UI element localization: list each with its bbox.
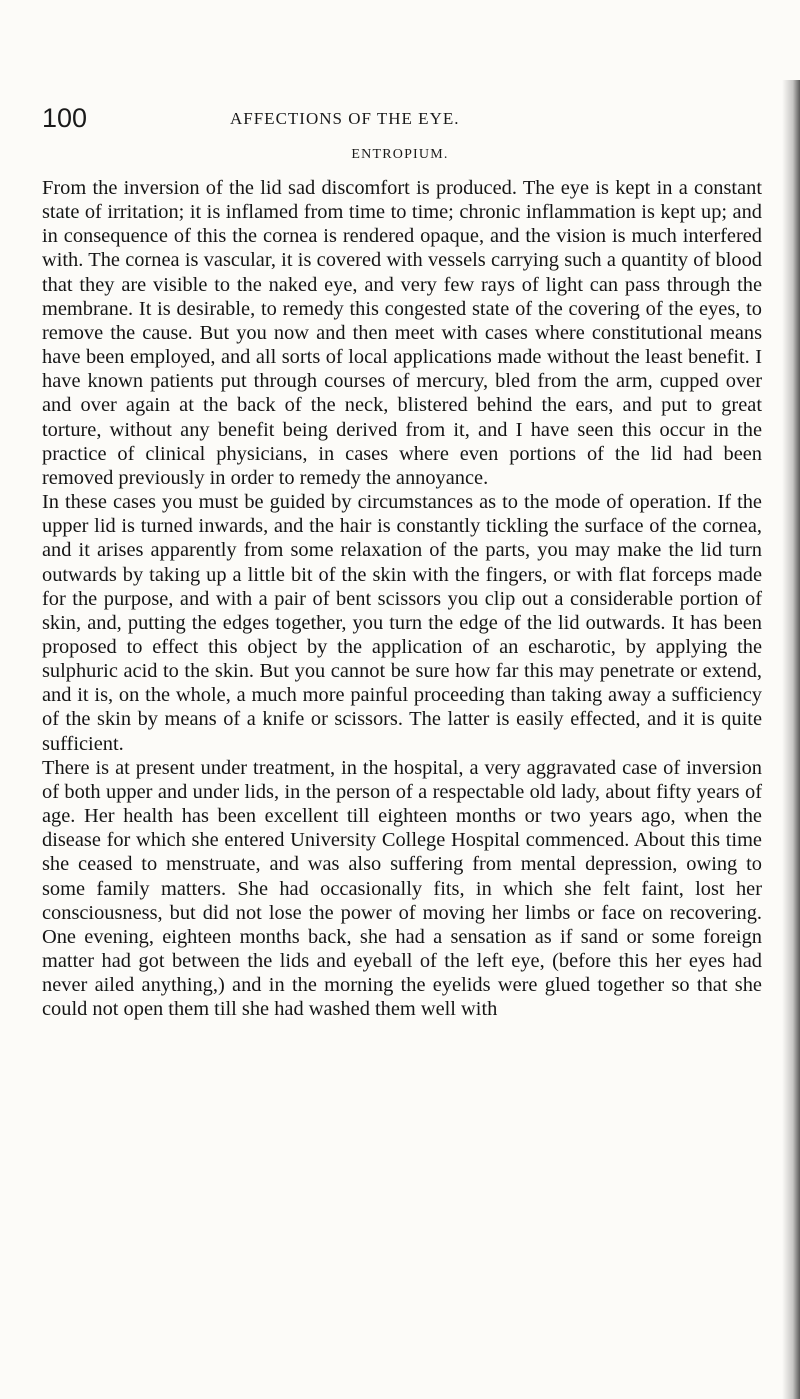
running-head bbox=[42, 103, 762, 135]
body-text bbox=[42, 176, 762, 1021]
running-title: AFFECTIONS OF THE EYE. bbox=[230, 109, 460, 128]
page-number: 100 bbox=[42, 103, 88, 133]
paragraph: In these cases you must be guided by circumstances as to the mode of operation. If the upper lid is turned inwards, and the hair is constantly tickling the surface of the cornea, and it arises apparently from some relaxation of the parts, you may make the lid turn outwards by taking up a little bit of the skin with the fingers, or with flat forceps made for the purpose, and with a pair of bent scissors you clip out a considerable portion of skin, and, putting the edges together, you turn the edge of the lid outwards. It has been proposed to effect this object by the application of an escharotic, by applying the sulphuric acid to the skin. But you cannot be sure how far this may penetrate or extend, and it is, on the whole, a much more painful proceeding than taking away a sufficiency of the skin by means of a knife or scissors. The latter is easily effected, and it is quite sufficient. bbox=[42, 491, 762, 755]
section-heading: ENTROPIUM. bbox=[351, 147, 449, 162]
page-edge-shadow bbox=[782, 80, 800, 1399]
paragraph: There is at present under treatment, in the hospital, a very aggravated case of inversion of both upper and under lids, in the person of a respectable old lady, about fifty years of age. Her health has been excellent till eighteen months or two years ago, when the disease for which she entered University College Hospital commenced. About this time she ceased to menstruate, and was also suffering from mental depression, owing to some family matters. She had occasionally fits, in which she felt faint, lost her consciousness, but did not lose the power of moving her limbs or face on recovering. One evening, eighteen months back, she had a sensation as if sand or some foreign matter had got between the lids and eyeball of the left eye, (before this her eyes had never ailed anything,) and in the morning the eyelids were glued together so that she could not open them till she had washed them well with bbox=[42, 756, 762, 1021]
paragraph: From the inversion of the lid sad discomfort is produced. The eye is kept in a constant state of irritation; it is inflamed from time to time; chronic inflammation is kept up; and in consequence of this the cornea is rendered opaque, and the vision is much interfered with. The cornea is vascular, it is covered with vessels carrying such a quantity of blood that they are visible to the naked eye, and very few rays of light can pass through the membrane. It is desirable, to remedy this congested state of the covering of the eyes, to remove the cause. But you now and then meet with cases where constitutional means have been employed, and all sorts of local applications made without the least benefit. I have known patients put through courses of mercury, bled from the arm, cupped over and over again at the back of the neck, blistered behind the ears, and put to great torture, without any benefit being derived from it, and I have seen this occur in the practice of clinical physicians, in cases where even portions of the lid had been removed previously in order to remedy the annoyance. bbox=[42, 177, 762, 489]
